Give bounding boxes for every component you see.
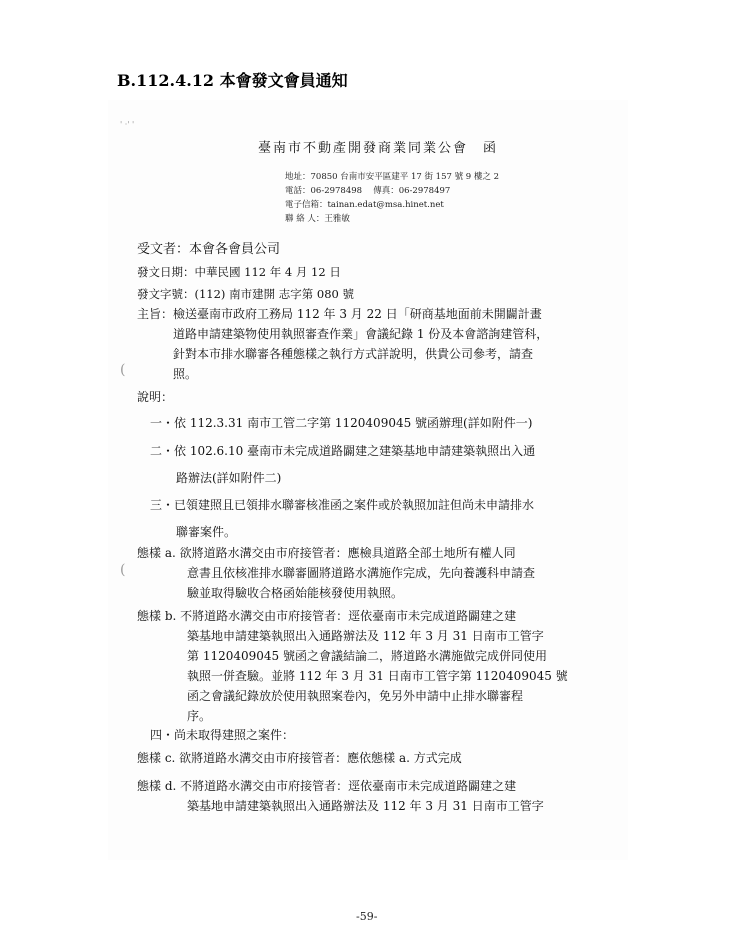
contact-person: 聯 絡 人：王雅敏 [285, 214, 350, 224]
reference-number: 發文字號：(112) 南市建開 志字第 080 號 [137, 287, 354, 301]
pattern-line: 態樣 a. 欲將道路水溝交由市府接管者：應檢具道路全部土地所有權人同 [137, 546, 516, 560]
explanation-item-2 [150, 438, 535, 492]
explanation-item-4: 四・尚未取得建照之案件： [150, 728, 295, 742]
pattern-line: 第 1120409045 號函之會議結論二，將道路水溝施做完成併同使用 [187, 649, 547, 663]
explanation-item-3 [150, 492, 534, 546]
page-number: -59- [356, 910, 378, 923]
pattern-line: 態樣 d. 不將道路水溝交由市府接管者：逕依臺南市未完成道路闢建之建 [137, 779, 517, 793]
pattern-d [137, 776, 544, 816]
subject-line: 照。 [173, 367, 198, 381]
pattern-line: 執照一併查驗。並將 112 年 3 月 31 日南市工管字第 1120409045 號 [187, 669, 568, 683]
pattern-line: 函之會議紀錄放於使用執照案卷內，免另外申請中止排水聯審程 [187, 689, 524, 703]
pattern-line: 態樣 c. 欲將道路水溝交由市府接管者：應依態樣 a. 方式完成 [137, 751, 462, 765]
item-line: 二・依 102.6.10 臺南市未完成道路闢建之建築基地申請建築執照出入通 [150, 444, 536, 458]
pattern-line: 築基地申請建築執照出入通路辦法及 112 年 3 月 31 日南市工管字 [187, 629, 544, 643]
pattern-line: 驗並取得驗收合格函始能核發使用執照。 [187, 586, 404, 600]
scan-marks: ' ·' ' [120, 120, 135, 129]
contact-phone: 電話：06-2978498 傳真：06-2978497 [285, 186, 451, 196]
item-line: 聯審案件。 [176, 525, 237, 539]
punch-hole-mark: ( [120, 362, 126, 378]
explanation-label: 說明： [137, 390, 174, 404]
pattern-c [137, 748, 462, 768]
contact-block [285, 170, 499, 226]
recipient: 受文者：本會各會員公司 [137, 242, 281, 257]
pattern-line: 態樣 b. 不將道路水溝交由市府接管者：逕依臺南市未完成道路闢建之建 [137, 609, 517, 623]
subject-paragraph [137, 304, 548, 384]
org-title: 臺南市不動產開發商業同業公會 函 [258, 141, 499, 156]
pattern-line: 築基地申請建築執照出入通路辦法及 112 年 3 月 31 日南市工管字 [187, 799, 544, 813]
item-line: 三・已領建照且已領排水聯審核准函之案件或於執照加註但尚未申請排水 [150, 498, 535, 512]
pattern-a [137, 543, 535, 603]
item-line: 一・依 112.3.31 南市工管二字第 1120409045 號函辦理(詳如附件一) [150, 416, 533, 430]
contact-address: 地址：70850 台南市安平區建平 17 街 157 號 9 樓之 2 [285, 172, 500, 182]
pattern-b [137, 606, 568, 726]
subject-line: 道路申請建築物使用執照審查作業」會議紀錄 1 份及本會諮詢建管科， [173, 327, 549, 341]
punch-hole-mark: ( [120, 562, 126, 578]
explanation-item-1 [150, 413, 532, 433]
pattern-line: 意書且依核准排水聯審圖將道路水溝施作完成，先向養護科申請查 [187, 566, 536, 580]
item-line: 路辦法(詳如附件二) [176, 471, 282, 485]
section-title: B.112.4.12 本會發文會員通知 [117, 71, 348, 90]
subject-line: 主旨：檢送臺南市政府工務局 112 年 3 月 22 日「研商基地面前未開闢計畫 [137, 307, 542, 321]
subject-line: 針對本市排水聯審各種態樣之執行方式詳說明，供貴公司參考，請查 [173, 347, 534, 361]
pattern-line: 序。 [187, 709, 212, 723]
contact-email: 電子信箱：tainan.edat@msa.hinet.net [285, 200, 444, 210]
issue-date: 發文日期：中華民國 112 年 4 月 12 日 [137, 265, 341, 279]
